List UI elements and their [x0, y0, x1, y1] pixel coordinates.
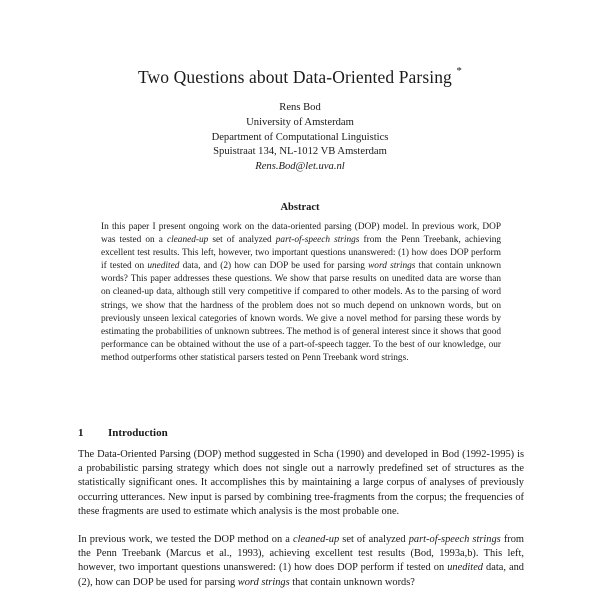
- abstract-heading: Abstract: [280, 202, 320, 213]
- para2-text-5: that contain unknown words?: [289, 576, 415, 588]
- intro-paragraph-2: [78, 533, 524, 590]
- abstract-text-1: In this paper I present ongoing work on the data-oriented parsing (DOP) model. In previous work, DOP was tested on a: [101, 222, 501, 246]
- paper-title: [0, 63, 600, 87]
- abstract-emph-4: word strings: [368, 261, 416, 272]
- para2-text-1: In previous work, we tested the DOP method on a: [78, 534, 294, 545]
- author-name: Rens Bod: [279, 102, 321, 113]
- section-heading: [78, 427, 168, 439]
- abstract-text-3: from the Penn Treebank, achieving excellent test results. This left, however, two important questions unanswered: (1) how does DOP perform if tested on: [101, 235, 502, 272]
- para2-emph-2: part-of-speech strings: [408, 534, 501, 545]
- author-email: Rens.Bod@let.uva.nl: [255, 161, 345, 173]
- affiliation-department: Department of Computational Linguistics: [211, 131, 389, 143]
- abstract-body: [101, 221, 501, 365]
- author-block: [0, 101, 600, 175]
- title-footnote-mark: *: [456, 65, 462, 77]
- section-number: 1: [78, 427, 84, 439]
- para2-emph-4: word strings: [237, 576, 290, 588]
- title-text: Two Questions about Data-Oriented Parsing: [137, 66, 452, 87]
- para2-emph-1: cleaned-up: [293, 534, 340, 545]
- para2-text-2: set of analyzed: [339, 534, 409, 545]
- para2-emph-3: unedited: [447, 562, 483, 574]
- intro-paragraph-1: The Data-Oriented Parsing (DOP) method suggested in Scha (1990) and developed in Bod (1992-1995) is a probabilistic parsing strategy which does not single out a narrowly predefined set of structures as the statistically significant ones. It accomplishes this by maintaining a large corpus of analyses of previously occurring utterances. New input is parsed by combining tree-fragments from the corpus; the frequencies of these fragments are used to estimate which analysis is the most probable one.: [78, 449, 524, 517]
- author-address: Spuistraat 134, NL-1012 VB Amsterdam: [213, 146, 387, 158]
- abstract-text-5: that contain unknown words? This paper addresses these questions. We show that parse results on unedited data are worse than on cleaned-up data, although still very competitive if compared to other models. As to the parsing of word strings, we show that the hardness of the problem does not so much depend on unknown words, but on previously unseen lexical categories of known words. We give a novel method for parsing these words by estimating the probabilities of unknown subtrees. The method is of general interest since it shows that good performance can be obtained without the use of a part-of-speech tagger. To the best of our knowledge, our method outperforms other statistical parsers tested on Penn Treebank word strings.: [101, 261, 501, 363]
- affiliation-university: University of Amsterdam: [246, 116, 354, 128]
- abstract-emph-1: cleaned-up: [166, 235, 209, 246]
- section-title: Introduction: [108, 427, 168, 439]
- para2-text-3: from the Penn Treebank (Marcus et al., 1993), achieving excellent test results (Bod, 1993a,b). This left, however, two important questions unanswered: (1) how does DOP perform if tested on: [78, 534, 525, 574]
- abstract-text-2: set of analyzed: [208, 235, 276, 246]
- abstract-emph-3: unedited: [147, 261, 180, 272]
- para2-text-4: data, and (2), how can DOP be used for parsing: [78, 562, 524, 588]
- abstract-emph-2: part-of-speech strings: [275, 235, 360, 246]
- abstract-text-4: data, and (2) how can DOP be used for parsing: [179, 261, 369, 272]
